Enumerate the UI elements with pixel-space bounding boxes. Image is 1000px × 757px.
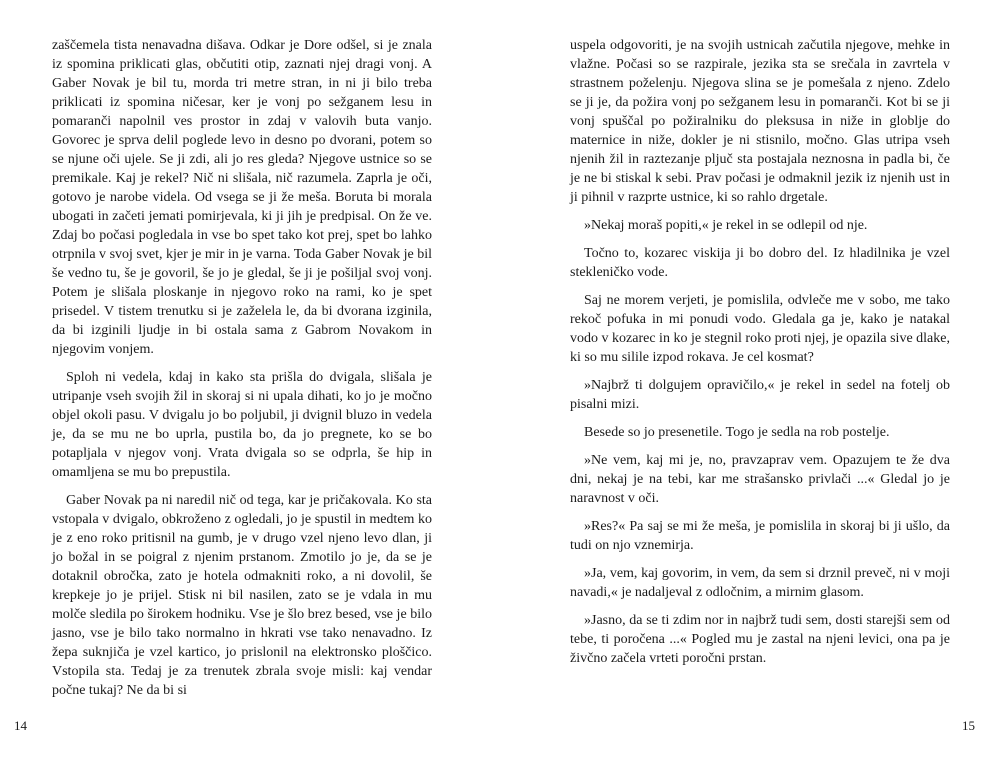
page-number: 15 xyxy=(962,718,975,733)
paragraph: »Najbrž ti dolgujem opravičilo,« je rekel in sedel na fotelj ob pisalni mizi. xyxy=(570,378,950,412)
paragraph: »Jasno, da se ti zdim nor in najbrž tudi sem, dosti starejši sem od tebe, ti poročena ...« Pogled mu je zastal na njeni levici, ona pa je živčno začela vrteti poročni prstan. xyxy=(570,613,950,666)
paragraph: Sploh ni vedela, kdaj in kako sta prišla do dvigala, slišala je utripanje vseh svojih žil in skoraj si ni upala dihati, ko jo je močno objel okoli pasu. V dvigalu jo bo poljubil, ji dvignil bluzo in vedela je, da se mu ne bo uprla, pustila bo, da jo pregnete, ko se bo potapljala v njegov vonj. Vrata dvigala so se odprla, še hip in omamljena se mu bo prepustila. xyxy=(52,370,432,480)
right-page-text xyxy=(570,36,950,677)
paragraph: »Nekaj moraš popiti,« je rekel in se odlepil od nje. xyxy=(584,218,868,233)
page-number: 14 xyxy=(14,718,27,733)
right-page xyxy=(500,0,1000,757)
left-page-text xyxy=(52,36,432,709)
paragraph: Točno to, kozarec viskija ji bo dobro del. Iz hladilnika je vzel stekleničko vode. xyxy=(570,246,950,280)
paragraph: Besede so jo presenetile. Togo je sedla na rob postelje. xyxy=(584,425,890,440)
paragraph: uspela odgovoriti, je na svojih ustnicah začutila njegove, mehke in vlažne. Počasi so se razpirale, jezika sta se srečala in zavrtela v strastnem poželenju. Njegova slina se je pomešala z njeno. Zdelo se ji je, da požira vonj po sežganem lesu in pomaranči. Kot bi se ji vonj spuščal po požiralniku do pleksusa in niže in globlje do maternice in niže, dokler je ni stisnilo, močno. Glas utripa vseh njenih žil in raztezanje pljuč sta postajala neznosna in padla bi, če je ne bi stiskal k sebi. Prav počasi je odmaknil jezik iz njenih ust in ji pihnil v razprte ustnice, ki so rahlo drgetale. xyxy=(570,38,950,205)
paragraph: »Res?« Pa saj se mi že meša, je pomislila in skoraj bi ji ušlo, da tudi on njo vznemirja. xyxy=(570,519,950,553)
paragraph: »Ja, vem, kaj govorim, in vem, da sem si drznil preveč, ni v moji navadi,« je nadaljeval z odločnim, a mirnim glasom. xyxy=(570,566,950,600)
paragraph: Gaber Novak pa ni naredil nič od tega, kar je pričakovala. Ko sta vstopala v dvigalo, obkroženo z ogledali, jo je spustil in medtem ko je z eno roko pritisnil na gumb, je v drugo vzel njeno levo dlan, ji jo božal in se poigral z njenim prstanom. Zmotilo jo je, da se je dotaknil obročka, zato je hotela odmakniti roko, a ni dovolil, še krepkeje jo je prijel. Stisk ni bil nasilen, zato se je vdala in mu molče sledila po širokem hodniku. Vse je šlo brez besed, vse je bilo jasno, vse je bilo tako normalno in hkrati vse tako nenavadno. Iz žepa suknjiča je vzel kartico, jo prislonil na elektronsko ploščico. Vstopila sta. Tedaj je za trenutek zbrala svoje misli: kaj vendar počne tukaj? Ne da bi si xyxy=(52,493,432,698)
paragraph: zaščemela tista nenavadna dišava. Odkar je Dore odšel, si je znala iz spomina priklicati glas, občutiti otip, zaznati njej dragi vonj. A Gaber Novak je bil tu, morda tri metre stran, in ni ji bilo treba priklicati iz spomina ničesar, ker je vonj po sežganem lesu in pomaranči napolnil ves prostor in zdaj v valovih buta vanjo. Govorec je sprva delil poglede levo in desno po dvorani, potem so se njune oči ujele. Se ji zdi, ali jo res gleda? Njegove ustnice so se premikale. Kaj je rekel? Nič ni slišala, nič razumela. Zaprla je oči, gotovo je narobe videla. Od vsega se ji že meša. Boruta bi morala ubogati in začeti jemati pomirjevala, ki ji jih je predpisal. On že ve. Zdaj bo počasi pogledala in vse bo spet tako kot prej, spet bo lahko otrpnila v svoj svet, kjer je mir in je varna. Toda Gaber Novak je bil še vedno tu, še je govoril, še jo je gledal, še ji je pošiljal svoj vonj. Potem je slišala ploskanje in njegovo roko na rami, ko je spet prisedel. V tistem trenutku si je zaželela le, da bi dvorana izginila, da bi izginili ljudje in bi ostala sama z Gabrom Novakom in njegovim vonjem. xyxy=(52,38,432,357)
paragraph: Saj ne morem verjeti, je pomislila, odvleče me v sobo, me tako rekoč pofuka in mi ponudi vodo. Gledala ga je, kako je natakal vodo v kozarec in ko je stegnil roko proti njej, je opazila sive dlake, ki so mu silile izpod rokava. Je cel kosmat? xyxy=(570,293,950,365)
paragraph: »Ne vem, kaj mi je, no, pravzaprav vem. Opazujem te že dva dni, nekaj je na tebi, kar me strašansko privlači ...« Gledal jo je naravnost v oči. xyxy=(570,453,950,506)
